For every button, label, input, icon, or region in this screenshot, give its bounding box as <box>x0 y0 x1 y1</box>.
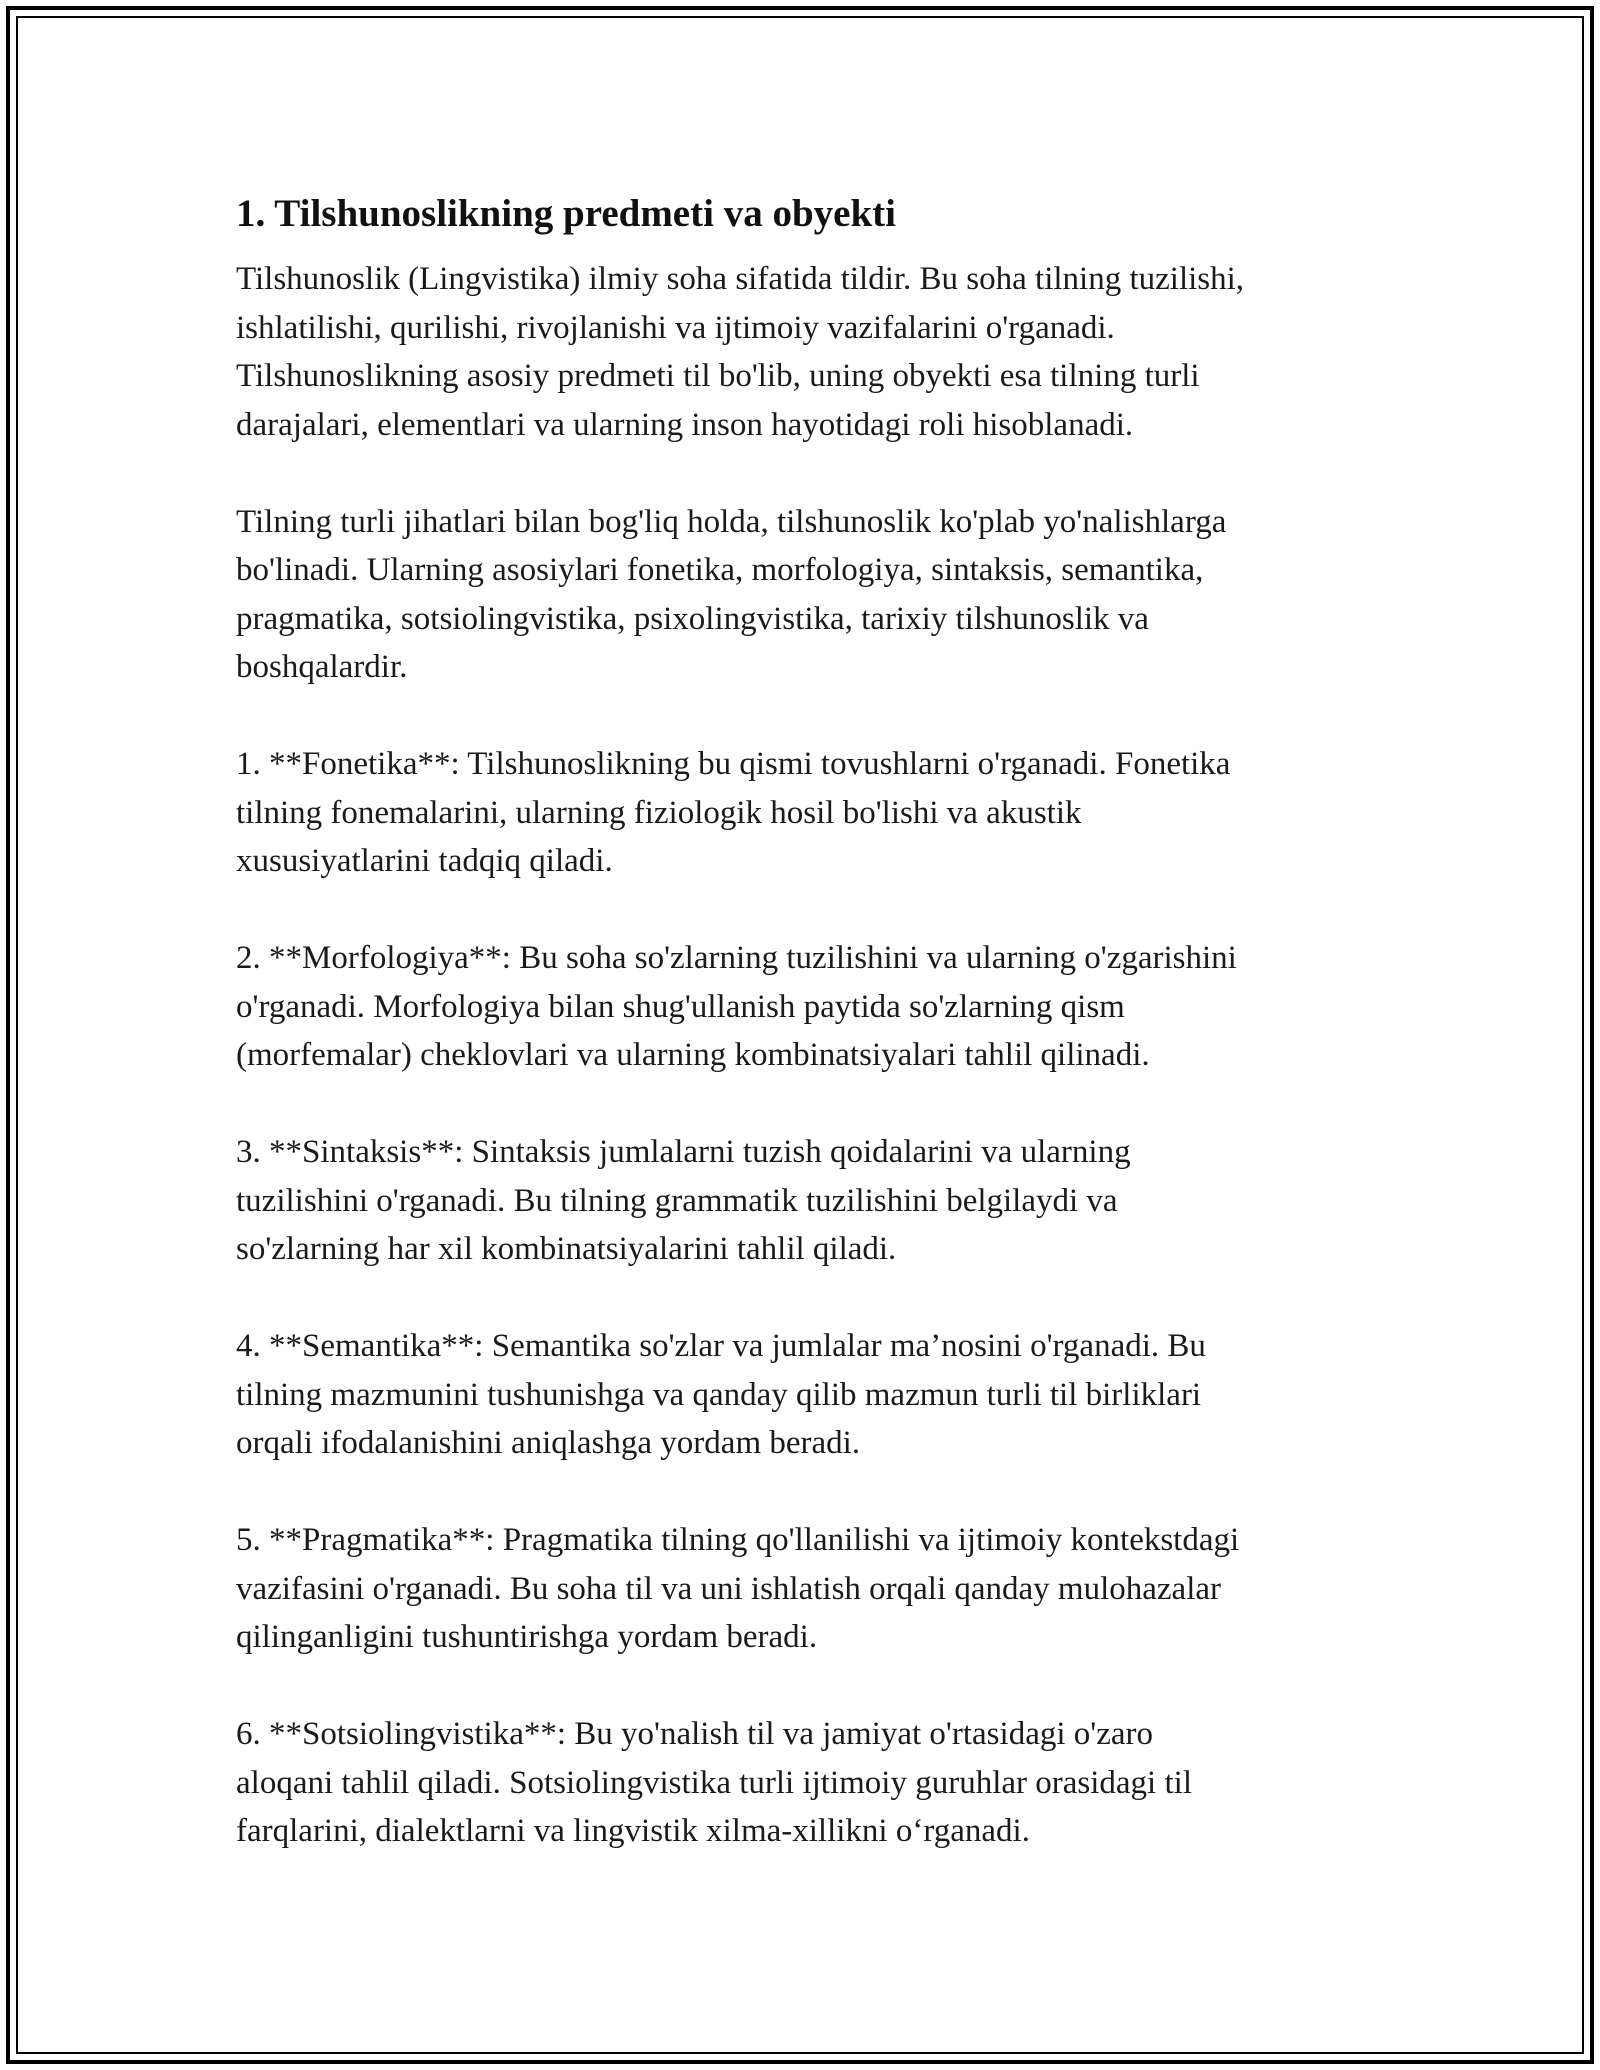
list-item-semantika: 4. **Semantika**: Semantika so'zlar va jumlalar ma’nosini o'rganadi. Bu tilning mazmunini tushunishga va qanday qilib mazmun turli til birliklari orqali ifodalanishini aniqlashga yordam beradi. <box>236 1328 1206 1461</box>
list-item-morfologiya: 2. **Morfologiya**: Bu soha so'zlarning tuzilishini va ularning o'zgarishini o'rganadi. Morfologiya bilan shug'ullanish paytida so'zlarning qism (morfemalar) cheklovlari va ularning kombinatsiyalari tahlil qilinadi. <box>236 940 1237 1073</box>
list-item-fonetika: 1. **Fonetika**: Tilshunoslikning bu qismi tovushlarni o'rganadi. Fonetika tilning fonemalarini, ularning fiziologik hosil bo'lishi va akustik xususiyatlarini tadqiq qiladi. <box>236 746 1231 879</box>
list-item-sotsiolingvistika: 6. **Sotsiolingvistika**: Bu yo'nalish til va jamiyat o'rtasidagi o'zaro aloqani tahlil qiladi. Sotsiolingvistika turli ijtimoiy guruhlar orasidagi til farqlarini, dialektlarni va lingvistik xilma-xillikni o‘rganadi. <box>236 1716 1192 1849</box>
paragraph-branches: Tilning turli jihatlari bilan bog'liq holda, tilshunoslik ko'plab yo'nalishlarga bo'linadi. Ularning asosiylari fonetika, morfologiya, sintaksis, semantika, pragmatika, sotsiolingvistika, psixolingvistika, tarixiy tilshunoslik va boshqalardir. <box>236 503 1227 685</box>
paragraph-intro: Tilshunoslik (Lingvistika) ilmiy soha sifatida tildir. Bu soha tilning tuzilishi, ishlatilishi, qurilishi, rivojlanishi va ijtimoiy vazifalarini o'rganadi. Tilshunoslikning asosiy predmeti til bo'lib, uning obyekti esa tilning turli darajalari, elementlari va ularning inson hayotidagi roli hisoblanadi. <box>236 261 1245 443</box>
list-item-pragmatika: 5. **Pragmatika**: Pragmatika tilning qo'llanilishi va ijtimoiy kontekstdagi vazifasini o'rganadi. Bu soha til va uni ishlatish orqali qanday mulohazalar qilinganligini tushuntirishga yordam beradi. <box>236 1522 1240 1655</box>
section-heading: 1. Tilshunoslikning predmeti va obyekti <box>236 192 896 235</box>
document-body <box>236 186 1376 1856</box>
list-item-sintaksis: 3. **Sintaksis**: Sintaksis jumlalarni tuzish qoidalarini va ularning tuzilishini o'rganadi. Bu tilning grammatik tuzilishini belgilaydi va so'zlarning har xil kombinatsiyalarini tahlil qiladi. <box>236 1134 1131 1267</box>
